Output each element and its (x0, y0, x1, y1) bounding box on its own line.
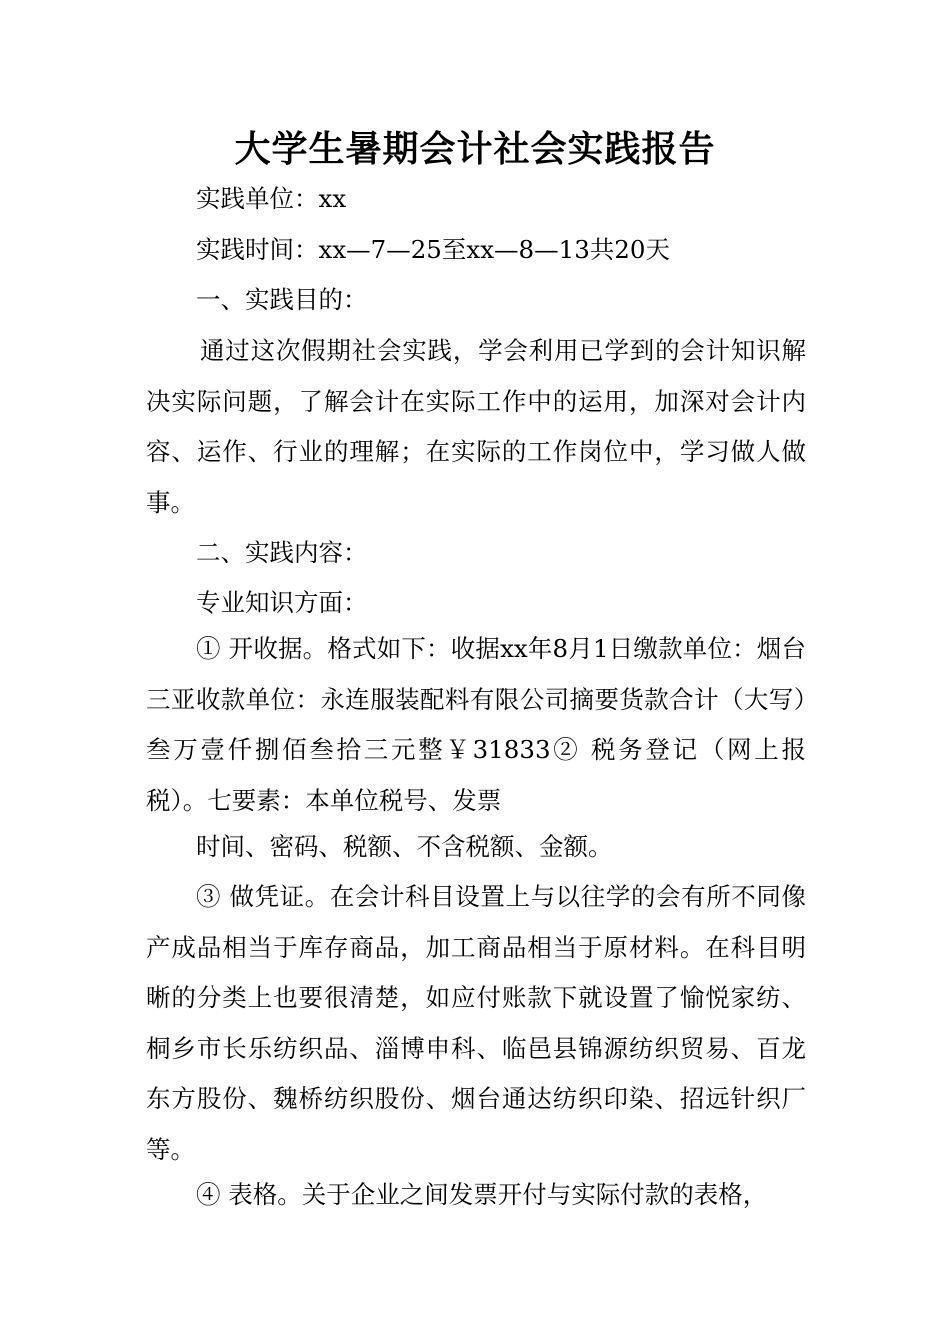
document-title: 大学生暑期会计社会实践报告 (234, 129, 716, 170)
heading-practice-content: 二、实践内容： (196, 538, 368, 567)
paragraph-practice-unit: 实践单位：xx (196, 184, 347, 213)
heading-practice-purpose: 一、实践目的： (196, 285, 368, 314)
paragraph-professional-knowledge: 专业知识方面： (196, 588, 368, 617)
paragraph-receipt-and-tax: ① 开收据。格式如下：收据xx年8月1日缴款单位：烟台三亚收款单位：永连服装配料有限公司摘要货款合计（大写）叁万壹仟捌佰叁拾三元整￥31833② 税务登记（网上报税）。七要素：本单位税号、发票 (146, 634, 806, 815)
paragraph-vouchers: ③ 做凭证。在会计科目设置上与以往学的会有所不同像产成品相当于库存商品，加工商品相当于原材料。在科目明晰的分类上也要很清楚，如应付账款下就设置了愉悦家纺、桐乡市长乐纺织品、淄博申科、临邑县锦源纺织贸易、百龙东方股份、魏桥纺织股份、烟台通达纺织印染、招远针织厂等。 (146, 882, 806, 1164)
paragraph-tax-elements: 时间、密码、税额、不含税额、金额。 (196, 832, 613, 861)
paragraph-tables: ④ 表格。关于企业之间发票开付与实际付款的表格， (196, 1180, 768, 1209)
paragraph-purpose-body: 通过这次假期社会实践，学会利用已学到的会计知识解决实际问题，了解会计在实际工作中的运用，加深对会计内容、运作、行业的理解；在实际的工作岗位中，学习做人做事。 (146, 336, 806, 517)
paragraph-practice-time: 实践时间：xx—7—25至xx—8—13共20天 (196, 235, 670, 264)
